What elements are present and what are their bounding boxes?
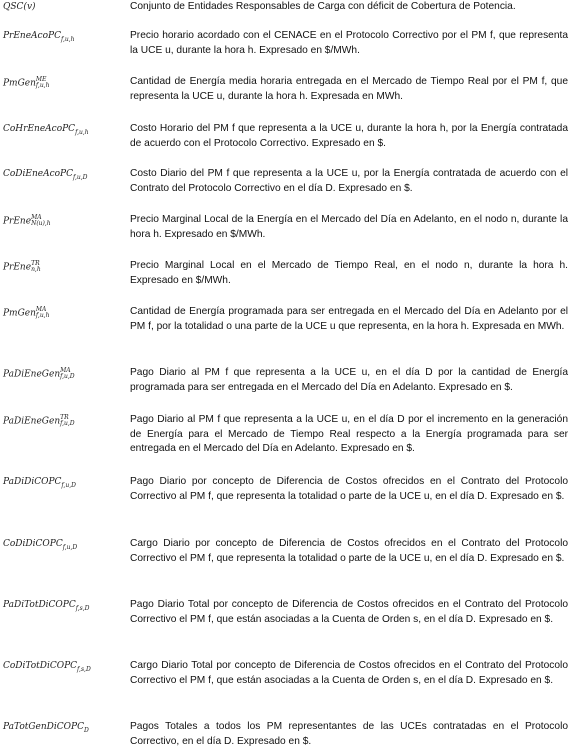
definition-symbol: PrEneTR n,h [3,260,41,273]
definition-description: Pago Diario por concepto de Diferencia de Costos ofrecidos en el Contrato del Protocolo Correctivo al PM f, que representa la totalidad o parte de la UCE u, en el día D. Expresado en $. [130,476,568,502]
definition-description: Precio Marginal Local en el Mercado de Tiempo Real, en el nodo n, durante la hora h. Expresado en $/MWh. [130,260,568,286]
definition-description: Pago Diario al PM f que representa a la UCE u, en el día D por el incremento en la generación de Energía para el Mercado de Tiempo Real respecto a la Energía programada para ser entregada en el Mercado del Día en Adelanto. Expresado en $. [130,414,568,454]
definition-symbol: PmGenMA f,u,h [3,306,50,319]
definition-symbol: PrEneAcoPC$_{f,u,h}$ [3,31,75,43]
definition-description: Pago Diario Total por concepto de Diferencia de Costos ofrecidos en el Contrato del Protocolo Correctivo el PM f, que están asociadas a la Cuenta de Orden s, en el día D. Expresado en $. [130,599,568,625]
definition-description: Cargo Diario por concepto de Diferencia de Costos ofrecidos en el Contrato del Protocolo Correctivo el PM f, que representa la totalidad o parte de la UCE u, en el día D. Expresado en $. [130,538,568,564]
definition-symbol: PaDiTotDiCOPC$_{f,s,D}$ [3,600,90,612]
definition-symbol: PaDiDiCOPC$_{f,u,D}$ [3,477,76,489]
definition-description: Pagos Totales a todos los PM representantes de las UCEs contratadas en el Protocolo Correctivo, en el día D. Expresado en $. [130,721,568,747]
definition-description: Cantidad de Energía media horaria entregada en el Mercado de Tiempo Real por el PM f, que representa la UCE u, durante la hora h. Expresada en MWh. [130,76,568,102]
definition-symbol: PaDiEneGenMA f,u,D [3,367,75,380]
definition-description: Cargo Diario Total por concepto de Diferencia de Costos ofrecidos en el Contrato del Protocolo Correctivo el PM f, que están asociadas a la Cuenta de Orden s, en el día D. Expresado en $. [130,660,568,686]
definition-symbol: PrEneMA N(u),h [3,214,51,227]
definition-symbol: CoHrEneAcoPC$_{f,u,h}$ [3,124,89,136]
definition-description: Precio Marginal Local de la Energía en el Mercado del Día en Adelanto, en el nodo n, durante la hora h. Expresado en $/MWh. [130,214,568,240]
definition-description: Cantidad de Energía programada para ser entregada en el Mercado del Día en Adelanto por el PM f, por la totalidad o una parte de la UCE u que representa, en la hora h. Expresada en MWh. [130,306,568,332]
definition-symbol: CoDiTotDiCOPC$_{f,s,D}$ [3,661,91,673]
definition-description: Pago Diario al PM f que representa a la UCE u, en el día D por la cantidad de Energía programada para ser entregada en el Mercado del Día en Adelanto. Expresado en $. [130,367,568,393]
definition-symbol: PmGenME f,u,h [3,76,50,89]
definition-symbol: CoDiEneAcoPC$_{f,u,D}$ [3,169,88,181]
definition-symbol: PaTotGenDiCOPC$_D$ [3,722,89,734]
definition-symbol: QSC(v) [3,2,36,12]
definition-symbol: CoDiDiCOPC$_{f,u,D}$ [3,539,78,551]
definition-description: Precio horario acordado con el CENACE en el Protocolo Correctivo por el PM f, que representa la UCE u, durante la hora h. Expresado en $/MWh. [130,30,568,56]
definition-symbol: PaDiEneGenTR f,u,D [3,414,75,427]
definition-description: Costo Horario del PM f que representa a la UCE u, durante la hora h, por la Energía contratada de acuerdo con el Protocolo Correctivo. Expresado en $. [130,123,568,149]
definition-description: Conjunto de Entidades Responsables de Carga con déficit de Cobertura de Potencia. [130,1,516,12]
definition-description: Costo Diario del PM f que representa a la UCE u, por la Energía contratada de acuerdo con el Contrato del Protocolo Correctivo en el día D. Expresado en $. [130,168,568,194]
